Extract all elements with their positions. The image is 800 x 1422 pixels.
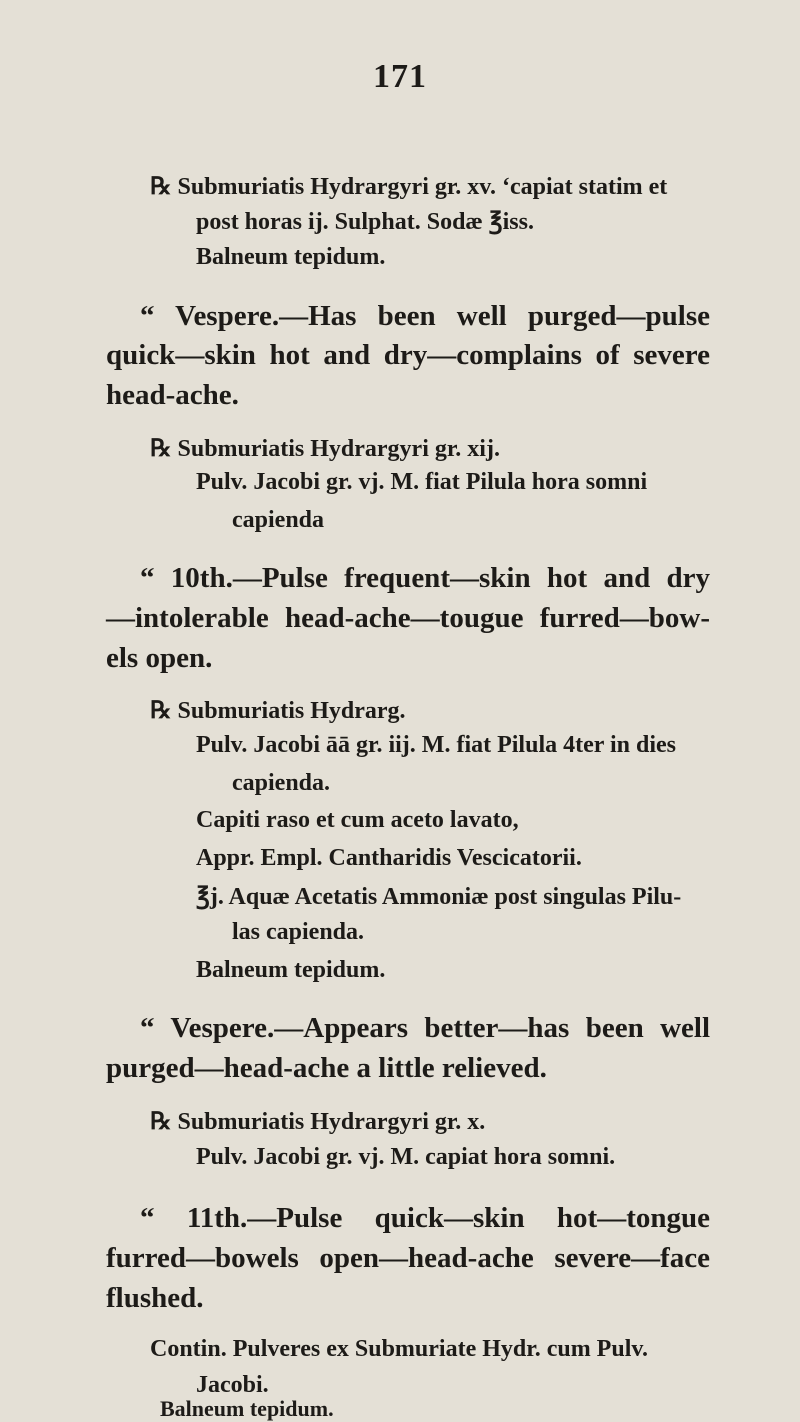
prescription-line: Capiti raso et cum aceto lavato, [196,807,519,833]
case-note-line: “ 10th.—Pulse frequent—skin hot and dry [140,562,710,594]
prescription-line: capienda. [232,770,331,796]
case-note-line: els open. [106,642,213,674]
prescription-line: Pulv. Jacobi gr. vj. M. fiat Pilula hora somni [196,469,648,495]
case-note-line: furred—bowels open—head-ache severe—face [106,1242,710,1274]
prescription-line: Balneum tepidum. [160,1396,334,1421]
prescription-line: Balneum tepidum. [196,957,386,983]
case-note-line: —intolerable head-ache—tougue furred—bow- [106,602,710,634]
case-note-line: head-ache. [106,379,239,411]
prescription-line: ℞ Submuriatis Hydrargyri gr. xv. ‘capiat statim et [150,174,668,200]
prescription-line: Pulv. Jacobi āā gr. iij. M. fiat Pilula 4ter in dies [196,732,676,758]
prescription-line: capienda [232,507,325,533]
prescription-line: Appr. Empl. Cantharidis Vescicatorii. [196,845,582,871]
page-number: 171 [373,58,427,95]
prescription-line: post horas ij. Sulphat. Sodæ ℥iss. [196,209,534,235]
case-note-line: quick—skin hot and dry—complains of severe [106,339,710,371]
case-note-line: “ Vespere.—Has been well purged—pulse [140,300,710,332]
prescription-line: las capienda. [232,919,365,945]
prescription-line: Balneum tepidum. [196,244,386,270]
case-note-line: “ Vespere.—Appears better—has been well [140,1012,710,1044]
prescription-line: Contin. Pulveres ex Submuriate Hydr. cum Pulv. [150,1336,649,1362]
prescription-line: Pulv. Jacobi gr. vj. M. capiat hora somni. [196,1144,616,1170]
prescription-line: ℞ Submuriatis Hydrarg. [150,698,406,724]
case-note-line: flushed. [106,1282,204,1314]
prescription-line: Jacobi. [196,1372,269,1398]
case-note-line: purged—head-ache a little relieved. [106,1052,547,1084]
case-note-line: “ 11th.—Pulse quick—skin hot—tongue [140,1202,710,1234]
prescription-line: ℞ Submuriatis Hydrargyri gr. x. [150,1109,486,1135]
prescription-line: ℥j. Aquæ Acetatis Ammoniæ post singulas Pilu- [196,884,682,910]
prescription-line: ℞ Submuriatis Hydrargyri gr. xij. [150,436,500,462]
